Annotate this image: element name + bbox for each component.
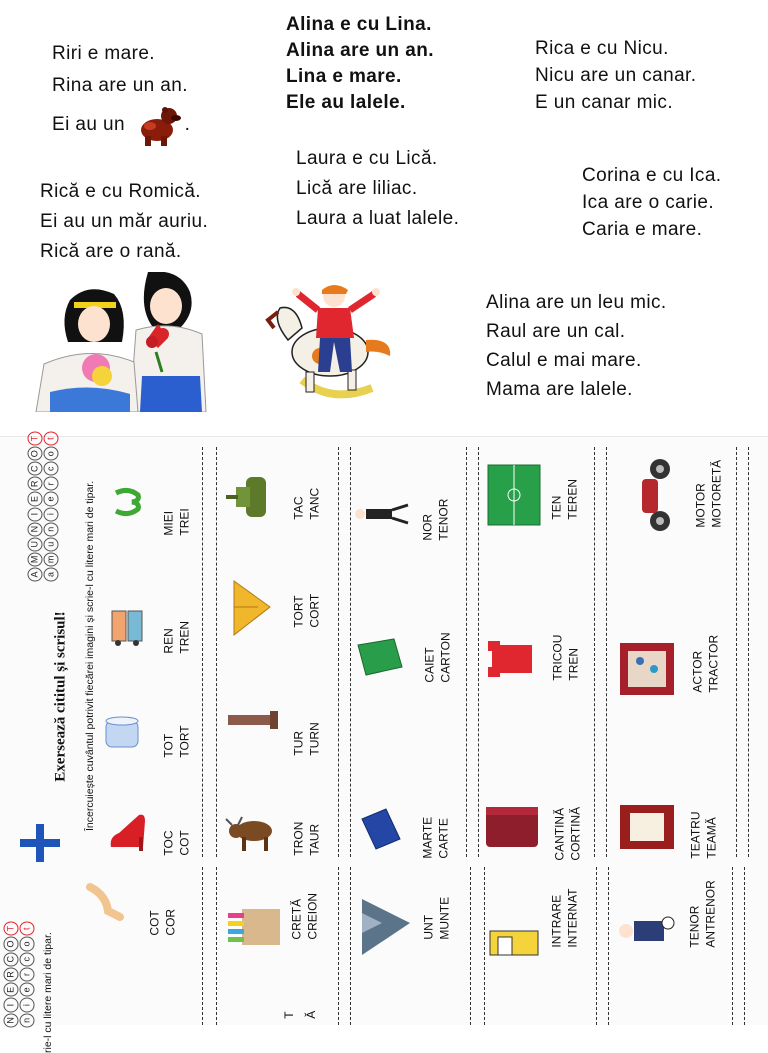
letter-circle: E [28, 492, 43, 506]
letter-circle: E [4, 983, 19, 997]
column-divider [596, 867, 597, 1025]
column-divider [748, 447, 749, 857]
text-line: Rina are un an. [52, 75, 188, 96]
letter-circle-highlight: T [28, 432, 43, 446]
red-shoe-icon [105, 807, 151, 853]
football-field-icon [486, 463, 542, 527]
word-pair: MOTOR MOTORETĂ [693, 459, 723, 528]
two-girls-illustration [30, 272, 210, 412]
text-line: Alina e cu Lina. [286, 14, 432, 35]
partial-word: Ă [304, 1010, 319, 1019]
word-pair: TENOR ANTRENOR [687, 880, 717, 948]
tower-icon [224, 707, 280, 733]
singer-icon [352, 499, 410, 529]
letter-circle: U [28, 537, 43, 551]
bull-icon [224, 809, 278, 855]
text-line: Laura e cu Lică. [296, 148, 438, 169]
word-pair: ACTOR TRACTOR [690, 634, 720, 693]
word-pair: TEATRU TEAMĂ [688, 811, 718, 859]
reading-section [0, 0, 768, 436]
toy-train-icon [108, 605, 150, 647]
letter-circle: o [20, 937, 35, 951]
word-pair: CANTINĂ CORTINĂ [552, 806, 582, 861]
letter-circle-highlight: t [44, 432, 59, 446]
text-line: Ele au lalele. [286, 92, 406, 113]
letter-circle: e [20, 983, 35, 997]
text-line: Calul e mai mare. [486, 350, 642, 371]
letter-circle: M [28, 552, 43, 566]
theatre-stage-icon [618, 801, 676, 853]
letter-circle: n [20, 1013, 35, 1027]
paragraph-riri: Riri e mare. Rina are un an. Ei au un . [52, 38, 190, 148]
letter-circles-lower-left [20, 922, 35, 1028]
letter-circle: n [44, 522, 59, 536]
text-line: Ica are o carie. [582, 192, 715, 213]
letter-circle: I [4, 998, 19, 1012]
paragraph-alina [286, 12, 434, 116]
actors-icon [618, 641, 676, 697]
text-line: Riri e mare. [52, 43, 155, 64]
column-divider [202, 447, 203, 857]
letter-circle: I [28, 507, 43, 521]
bear-icon [131, 102, 185, 148]
tank-icon [226, 471, 274, 521]
paragraph-corina [582, 162, 721, 243]
curtain-icon [484, 803, 540, 851]
paragraph-rica [535, 35, 696, 116]
letter-circle: R [4, 967, 19, 981]
text-line: E un canar mic. [535, 92, 673, 113]
paragraph-rica-romica [40, 177, 208, 267]
column-divider [736, 447, 737, 857]
letter-circles-lower [44, 432, 59, 582]
letter-circle: r [20, 967, 35, 981]
text-line: Caria e mare. [582, 219, 703, 240]
column-divider [350, 447, 351, 857]
word-pair: CAIET CARTON [422, 632, 452, 683]
text-line: Corina e cu Ica. [582, 165, 722, 186]
text-line: Alina are un leu mic. [486, 292, 667, 313]
letter-circle: O [28, 447, 43, 461]
word-pair: TEN TEREN [549, 478, 579, 520]
text-line: Ei au un măr auriu. [40, 211, 209, 232]
letter-circle: R [28, 477, 43, 491]
letter-circles-upper-left [4, 922, 19, 1028]
column-divider [338, 867, 339, 1025]
letter-circle: N [4, 1013, 19, 1027]
letter-circle: a [44, 567, 59, 581]
text-line: Raul are un cal. [486, 321, 626, 342]
paragraph-laura [296, 144, 459, 234]
letter-circle: C [28, 462, 43, 476]
letter-circle: m [44, 552, 59, 566]
letter-circle: o [44, 447, 59, 461]
letter-circle: c [20, 952, 35, 966]
cake-icon [100, 709, 144, 753]
word-pair: MARTE CARTE [420, 816, 450, 859]
column-divider [732, 867, 733, 1025]
letter-circle: r [44, 477, 59, 491]
word-pair: TAC TANC [291, 487, 321, 520]
text-line: Ei au un [52, 114, 125, 136]
column-divider [470, 867, 471, 1025]
word-pair: CRETĂ CREION [289, 892, 319, 940]
worksheet-instruction: Încercuiește cuvântul potrivit fiecărei imagini și scrie-l cu litere mari de tipar. [84, 480, 96, 831]
text-line: Laura a luat lalele. [296, 208, 460, 229]
column-divider [608, 867, 609, 1025]
text-line: Lina e mare. [286, 66, 402, 87]
text-line: Mama are lalele. [486, 379, 633, 400]
mountain-icon [358, 893, 414, 959]
elbow-icon [86, 881, 126, 923]
letter-circle: c [44, 462, 59, 476]
worksheet-section [0, 435, 768, 1053]
chalk-icon [226, 905, 282, 949]
word-pair: REN TREN [161, 620, 191, 654]
boy-on-horse-illustration [262, 280, 402, 410]
letter-circle: e [44, 492, 59, 506]
coach-icon [616, 911, 678, 951]
column-divider [216, 447, 217, 857]
word-pair: TRICOU TREN [550, 634, 580, 681]
word-pair: TUR TURN [291, 722, 321, 756]
column-divider [216, 867, 217, 1025]
word-pair: TORT CORT [291, 593, 321, 628]
text-line: Rică e cu Romică. [40, 181, 201, 202]
column-divider [594, 447, 595, 857]
number-three-icon [112, 487, 142, 517]
word-pair: MIEI TREI [161, 508, 191, 536]
word-pair: INTRARE INTERNAT [549, 888, 579, 948]
letter-circle: N [28, 522, 43, 536]
column-divider [350, 867, 351, 1025]
letter-circles-upper [28, 432, 43, 582]
word-pair: COT COR [147, 908, 177, 936]
paragraph-alina-leu [486, 288, 667, 404]
column-divider [484, 867, 485, 1025]
column-divider [338, 447, 339, 857]
text-line: Lică are liliac. [296, 178, 418, 199]
text-line: Rică are o rană. [40, 241, 182, 262]
entrance-icon [486, 927, 542, 959]
worksheet-title: Exersează cititul și scrisul! [52, 611, 69, 782]
column-divider [744, 867, 745, 1025]
letter-circle-highlight: T [4, 922, 19, 936]
letter-circle: C [4, 952, 19, 966]
partial-word: T [282, 1011, 297, 1019]
tshirt-icon [484, 637, 540, 681]
letter-circle: i [20, 998, 35, 1012]
letter-circle-highlight: t [20, 922, 35, 936]
text-line: Nicu are un canar. [535, 65, 697, 86]
motorbike-icon [622, 457, 678, 535]
column-divider [478, 447, 479, 857]
word-pair: TOC COT [161, 830, 191, 856]
word-pair: TOT TORT [161, 725, 191, 758]
word-pair: TRON TAUR [291, 821, 321, 856]
word-pair: UNT MUNTE [421, 896, 451, 940]
column-divider [466, 447, 467, 857]
big-letter-t-icon [12, 822, 60, 864]
notebook-icon [354, 637, 406, 677]
letter-circle: i [44, 507, 59, 521]
letter-circle: A [28, 567, 43, 581]
column-divider [606, 447, 607, 857]
tent-icon [228, 577, 276, 639]
text-line: Rica e cu Nicu. [535, 38, 669, 59]
column-divider [202, 867, 203, 1025]
book-icon [356, 805, 406, 851]
worksheet-instruction-left: rie-l cu litere mari de tipar. [42, 932, 54, 1053]
text-line: Alina are un an. [286, 40, 434, 61]
word-pair: NOR TENOR [420, 498, 450, 541]
letter-circle: O [4, 937, 19, 951]
letter-circle: u [44, 537, 59, 551]
